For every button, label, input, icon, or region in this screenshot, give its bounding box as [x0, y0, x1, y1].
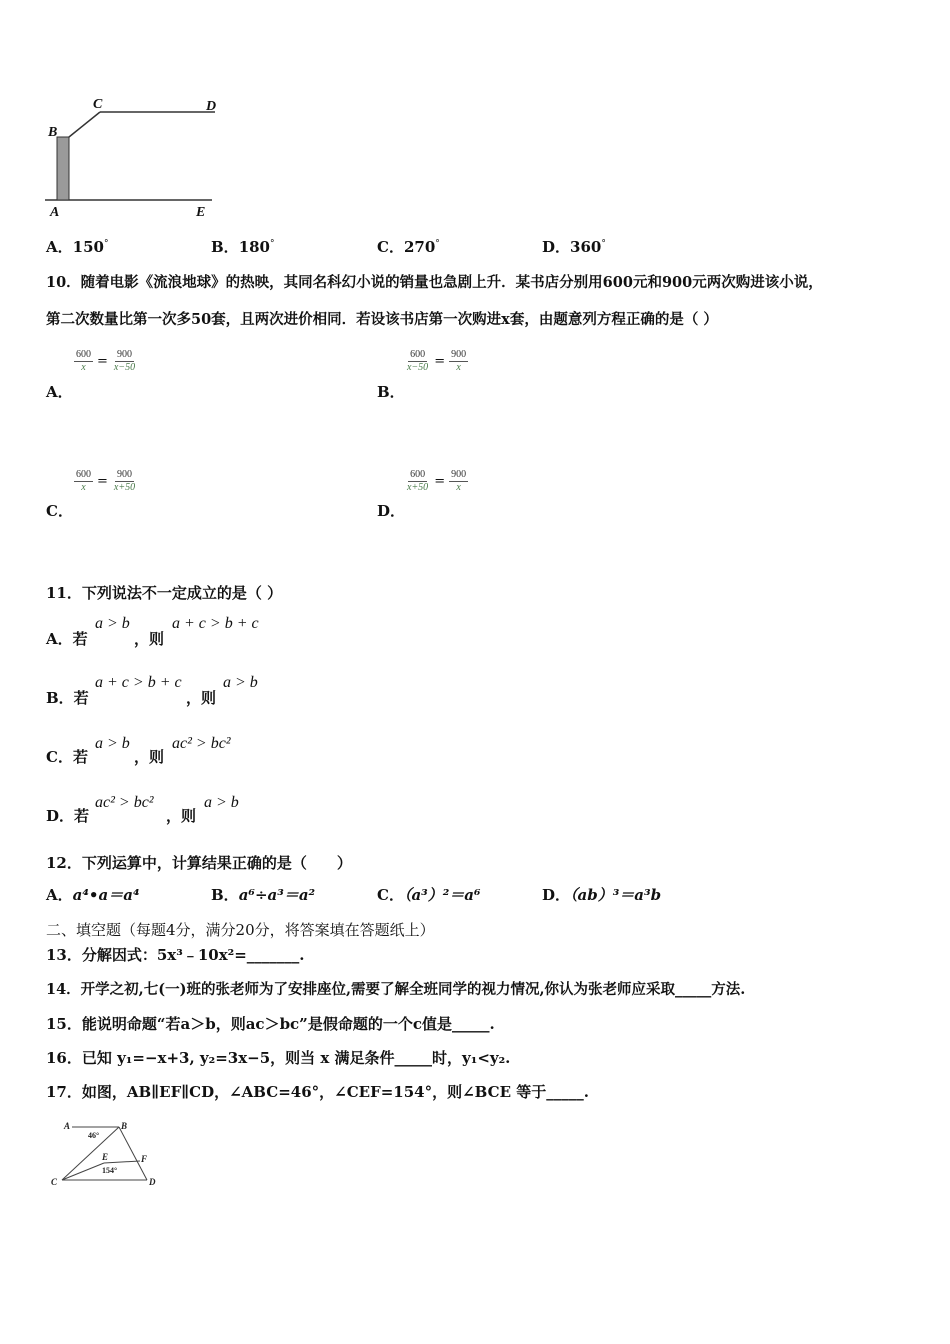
q11-c-condition: a > b — [95, 735, 130, 752]
q11-a-result: a + c > b + c — [172, 615, 259, 632]
q11-c-result: ac² > bc² — [172, 735, 231, 752]
q9-label-a: A — [50, 205, 60, 220]
q9-label-c: C — [93, 97, 103, 112]
q9-option-c[interactable]: C．270° — [377, 238, 440, 256]
q14: 14．开学之初,七(一)班的张老师为了安排座位,需要了解全班同学的视力情况,你认为张老师应采取_____方法. — [46, 981, 746, 998]
q12-option-d[interactable]: D．（ab）³＝a³b — [542, 886, 662, 904]
q11-b-condition: a + c > b + c — [95, 674, 182, 691]
q11-option-d[interactable]: D．若 — [46, 807, 90, 825]
q17-label-angle2: 154° — [102, 1166, 118, 1175]
q9-label-b: B — [48, 125, 58, 140]
q9-label-e: E — [196, 205, 206, 220]
q11-b-result: a > b — [223, 674, 258, 691]
q10-equation-c: $\frac{600}{x}$ = $\frac{900}{x+50}$ — [76, 469, 136, 493]
q9-option-a[interactable]: A．150° — [46, 238, 109, 256]
q11-d-then: ，则 — [166, 807, 197, 825]
q17-label-e: E — [102, 1152, 109, 1162]
q9-option-d[interactable]: D．360° — [542, 238, 606, 256]
q11-option-c[interactable]: C．若 — [46, 748, 88, 766]
q11-stem: 11．下列说法不一定成立的是（ ） — [46, 584, 283, 602]
q9-option-b[interactable]: B．180° — [211, 238, 275, 256]
q17: 17．如图，AB∥EF∥CD，∠ABC=46°，∠CEF=154°，则∠BCE 等于_____. — [46, 1083, 589, 1101]
q17-label-f: F — [141, 1154, 148, 1164]
q10-option-a[interactable]: A． — [46, 383, 73, 401]
q11-d-condition: ac² > bc² — [95, 794, 154, 811]
q13: 13．分解因式：5x³﹣10x²=_______. — [46, 946, 305, 964]
q16: 16．已知 y₁=−x+3, y₂=3x−5，则当 x 满足条件_____时，y₁<y₂. — [46, 1049, 511, 1067]
q10-equation-d: $\frac{600}{x+50}$ = $\frac{900}{x}$ — [407, 469, 467, 493]
q10-equation-a: $\frac{600}{x}$ = $\frac{900}{x-50}$ — [76, 349, 136, 373]
q11-a-condition: a > b — [95, 615, 130, 632]
q10-option-d[interactable]: D． — [377, 502, 406, 520]
q10-option-b[interactable]: B． — [377, 383, 405, 401]
q10-option-c[interactable]: C． — [46, 502, 73, 520]
q11-d-result: a > b — [204, 794, 239, 811]
q11-b-then: ，则 — [186, 689, 217, 707]
q11-option-a[interactable]: A．若 — [46, 630, 88, 648]
q17-label-angle1: 46° — [88, 1131, 100, 1140]
q12-option-b[interactable]: B．a⁶÷a³＝a² — [211, 886, 316, 904]
q10-equation-b: $\frac{600}{x-50}$ = $\frac{900}{x}$ — [407, 349, 467, 373]
q12-option-a[interactable]: A．a⁴•a＝a⁴ — [46, 886, 140, 904]
q17-label-c: C — [51, 1177, 58, 1187]
q17-label-a: A — [64, 1121, 71, 1131]
q11-a-then: ，则 — [134, 630, 165, 648]
q12-option-c[interactable]: C．（a³）²＝a⁶ — [377, 886, 481, 904]
q17-label-b: B — [121, 1121, 128, 1131]
q11-option-b[interactable]: B．若 — [46, 689, 89, 707]
q10-stem-line2: 第二次数量比第一次多50套，且两次进价相同．若设该书店第一次购进x套，由题意列方程正确的是（ ） — [46, 311, 718, 328]
q9-label-d: D — [206, 99, 217, 114]
q9-figure — [40, 92, 230, 222]
section-heading: 二、填空题（每题4分，满分20分，将答案填在答题纸上） — [46, 921, 435, 939]
q17-figure — [44, 1116, 169, 1198]
q12-stem: 12．下列运算中，计算结果正确的是（ ） — [46, 854, 352, 872]
q17-label-d: D — [149, 1177, 156, 1187]
q11-c-then: ，则 — [134, 748, 165, 766]
q10-stem-line1: 10．随着电影《流浪地球》的热映，其同名科幻小说的销量也急剧上升．某书店分别用600元和900元两次购进该小说， — [46, 274, 823, 291]
q15: 15．能说明命题“若a＞b，则ac＞bc”是假命题的一个c值是_____. — [46, 1015, 495, 1033]
